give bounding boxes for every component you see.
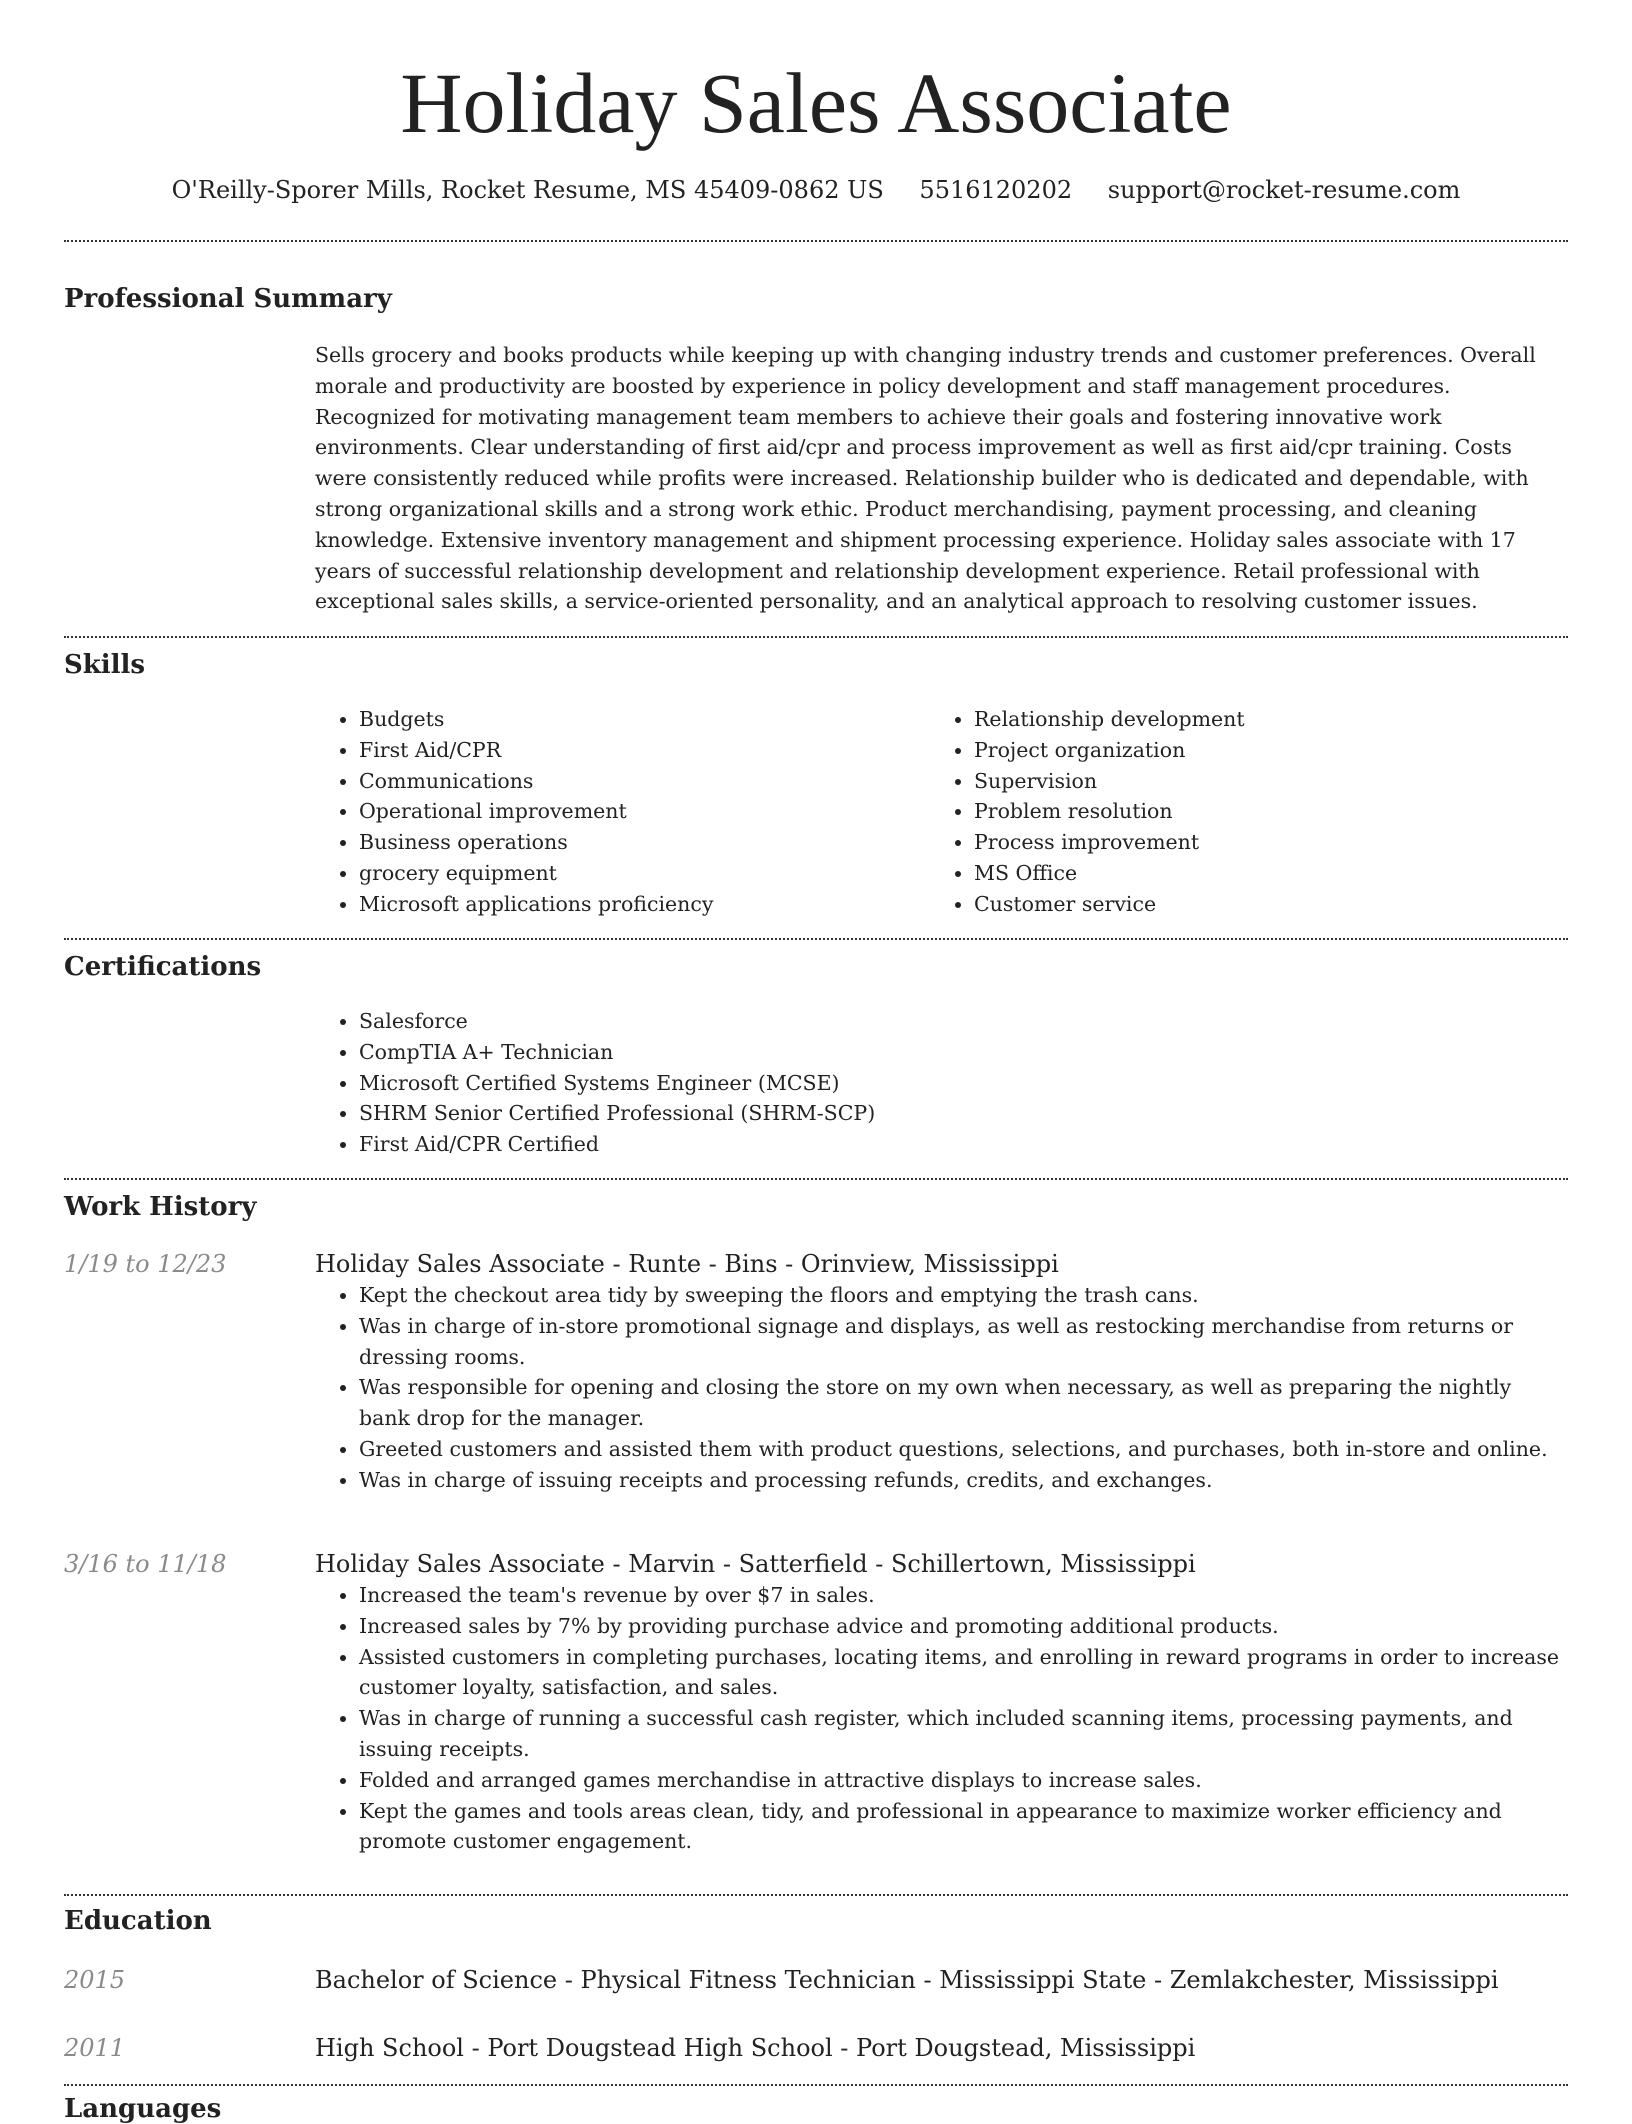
skill-item: • Process improvement xyxy=(974,827,1530,858)
resume-header xyxy=(0,0,1632,204)
certification-item: • CompTIA A+ Technician xyxy=(359,1037,1568,1068)
section-title-skills: Skills xyxy=(64,650,146,680)
certifications-body xyxy=(315,1006,1568,1160)
skill-item: • Operational improvement xyxy=(359,796,915,827)
contact-address: O'Reilly-Sporer Mills, Rocket Resume, MS 45409-0862 US xyxy=(171,176,884,204)
skill-item: • Communications xyxy=(359,766,915,797)
skill-item: • Business operations xyxy=(359,827,915,858)
job-entry xyxy=(315,1548,1568,1857)
job-bullet: • Kept the checkout area tidy by sweeping the floors and emptying the trash cans. xyxy=(359,1280,1568,1311)
section-title-education: Education xyxy=(64,1906,212,1936)
skill-item: • First Aid/CPR xyxy=(359,735,915,766)
contact-email: support@rocket-resume.com xyxy=(1107,176,1461,204)
certification-item: • Microsoft Certified Systems Engineer (MCSE) xyxy=(359,1068,1568,1099)
certification-item: • First Aid/CPR Certified xyxy=(359,1129,1568,1160)
job-bullet: • Was in charge of issuing receipts and processing refunds, credits, and exchanges. xyxy=(359,1465,1568,1496)
certification-item: • Salesforce xyxy=(359,1006,1568,1037)
skills-right-column xyxy=(930,704,1530,920)
contact-line xyxy=(0,176,1632,204)
section-divider xyxy=(64,938,1568,940)
skill-item: • Project organization xyxy=(974,735,1530,766)
section-divider xyxy=(64,1894,1568,1896)
summary-body xyxy=(315,340,1568,617)
section-divider xyxy=(64,1178,1568,1180)
education-year: 2011 xyxy=(64,2034,126,2062)
skills-left-column xyxy=(315,704,915,920)
skill-item: • Microsoft applications proficiency xyxy=(359,889,915,920)
section-title-certifications: Certifications xyxy=(64,952,262,982)
job-entry xyxy=(315,1248,1568,1496)
education-degree: Bachelor of Science - Physical Fitness Technician - Mississippi State - Zemlakchester, Mississippi xyxy=(315,1966,1499,1994)
job-bullet: • Increased the team's revenue by over $7 in sales. xyxy=(359,1580,1568,1611)
certification-item: • SHRM Senior Certified Professional (SHRM-SCP) xyxy=(359,1098,1568,1129)
section-title-work-history: Work History xyxy=(64,1192,257,1222)
section-divider xyxy=(64,636,1568,638)
summary-text: Sells grocery and books products while keeping up with changing industry trends and customer preferences. Overall morale and productivity are boosted by experience in policy development and staff management procedures. Recognized for motivating management team members to achieve their goals and fostering innovative work environments. Clear understanding of first aid/cpr and process improvement as well as first aid/cpr training. Costs were consistently reduced while profits were increased. Relationship builder who is dedicated and dependable, with strong organizational skills and a strong work ethic. Product merchandising, payment processing, and cleaning knowledge. Extensive inventory management and shipment processing experience. Holiday sales associate with 17 years of successful relationship development and relationship development experience. Retail professional with exceptional sales skills, a service-oriented personality, and an analytical approach to resolving customer issues. xyxy=(315,343,1536,614)
skill-item: • Budgets xyxy=(359,704,915,735)
education-degree: High School - Port Dougstead High School - Port Dougstead, Mississippi xyxy=(315,2034,1196,2062)
candidate-name: Holiday Sales Associate xyxy=(400,55,1232,151)
skill-item: • MS Office xyxy=(974,858,1530,889)
education-entry xyxy=(315,2032,1568,2064)
job-bullet: • Assisted customers in completing purchases, locating items, and enrolling in reward programs in order to increase customer loyalty, satisfaction, and sales. xyxy=(359,1642,1568,1704)
contact-phone: 5516120202 xyxy=(919,176,1073,204)
skill-item: • Customer service xyxy=(974,889,1530,920)
job-bullet: • Was responsible for opening and closing the store on my own when necessary, as well as preparing the nightly bank drop for the manager. xyxy=(359,1372,1568,1434)
skill-item: • Supervision xyxy=(974,766,1530,797)
section-divider xyxy=(64,2084,1568,2086)
skill-item: • grocery equipment xyxy=(359,858,915,889)
job-bullet: • Greeted customers and assisted them with product questions, selections, and purchases, both in-store and online. xyxy=(359,1434,1568,1465)
education-entry xyxy=(315,1964,1568,1996)
job-bullet: • Kept the games and tools areas clean, tidy, and professional in appearance to maximize worker efficiency and promote customer engagement. xyxy=(359,1796,1568,1858)
skill-item: • Relationship development xyxy=(974,704,1530,735)
section-divider xyxy=(64,240,1568,242)
skill-item: • Problem resolution xyxy=(974,796,1530,827)
job-bullet: • Was in charge of running a successful cash register, which included scanning items, processing payments, and issuing receipts. xyxy=(359,1703,1568,1765)
job-bullet: • Folded and arranged games merchandise in attractive displays to increase sales. xyxy=(359,1765,1568,1796)
section-title-summary: Professional Summary xyxy=(64,284,392,314)
job-title: Holiday Sales Associate - Runte - Bins - Orinview, Mississippi xyxy=(315,1250,1059,1278)
section-title-languages: Languages xyxy=(64,2094,222,2124)
job-dates: 1/19 to 12/23 xyxy=(64,1250,227,1278)
education-year: 2015 xyxy=(64,1966,126,1994)
job-dates: 3/16 to 11/18 xyxy=(64,1550,227,1578)
job-bullet: • Increased sales by 7% by providing purchase advice and promoting additional products. xyxy=(359,1611,1568,1642)
job-title: Holiday Sales Associate - Marvin - Satterfield - Schillertown, Mississippi xyxy=(315,1550,1196,1578)
job-bullet: • Was in charge of in-store promotional signage and displays, as well as restocking merchandise from returns or dressing rooms. xyxy=(359,1311,1568,1373)
